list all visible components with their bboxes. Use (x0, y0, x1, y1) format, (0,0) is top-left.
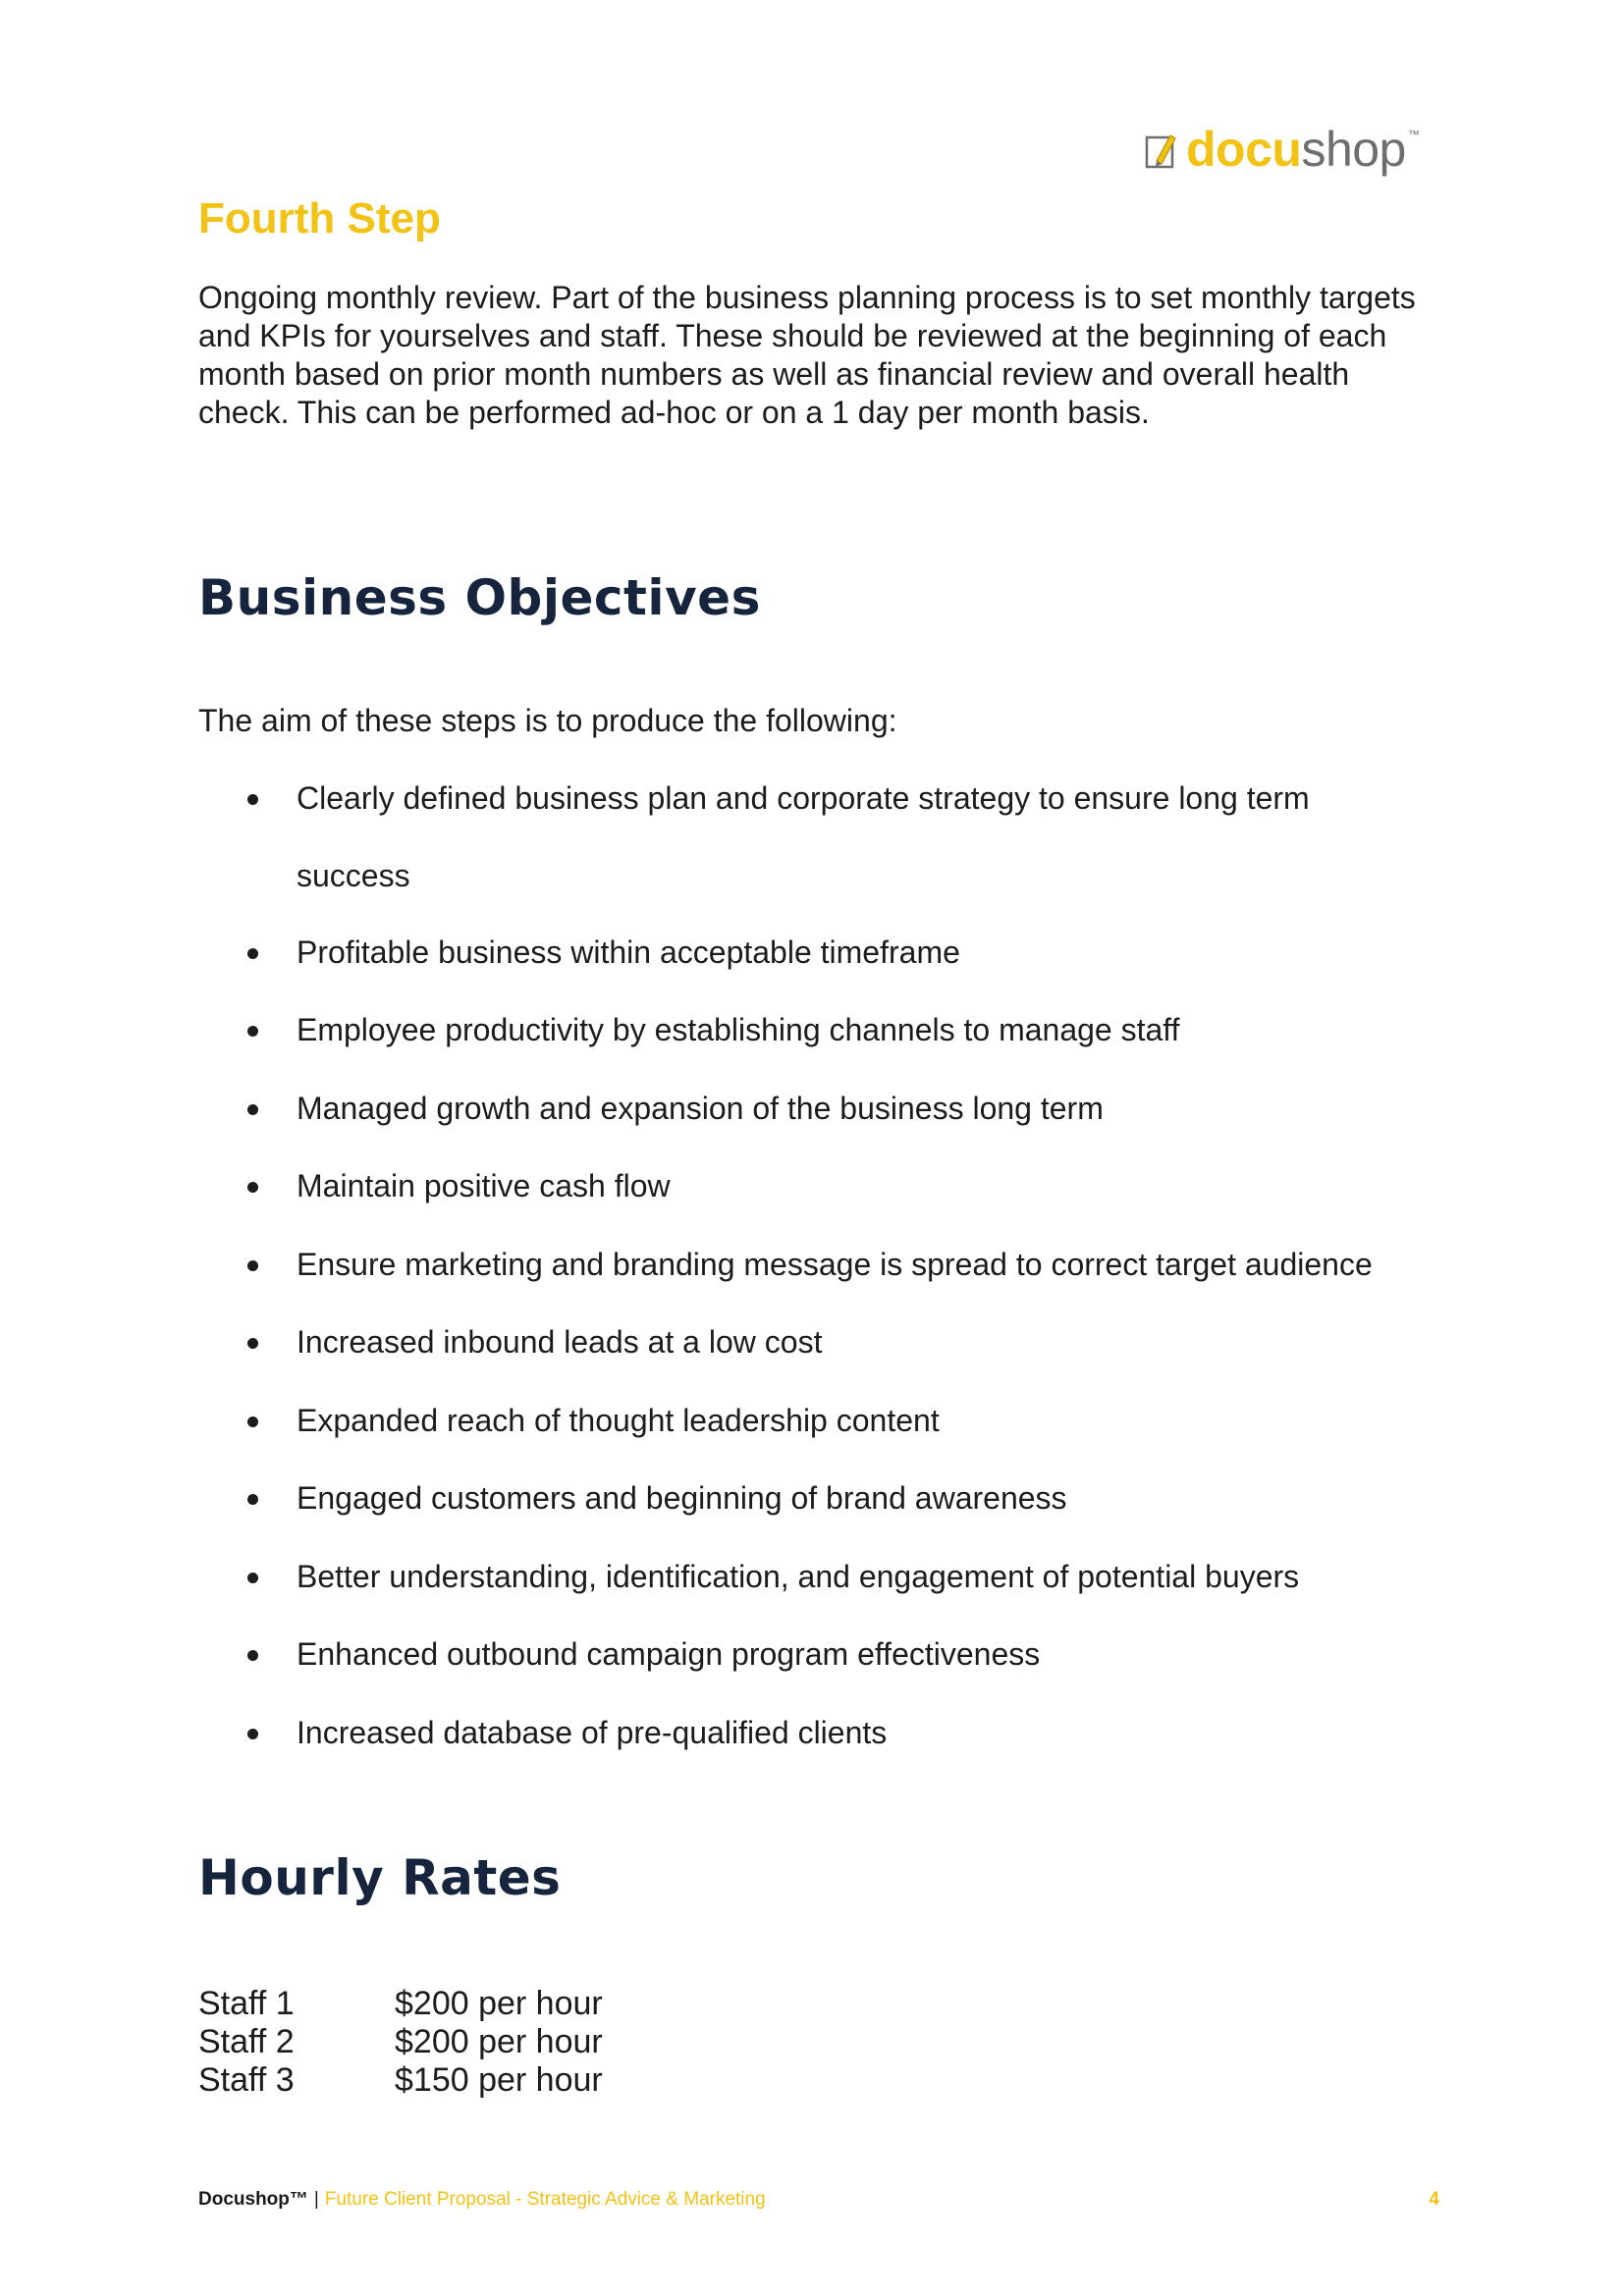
bullet-icon (247, 1729, 258, 1739)
bullet-icon (247, 1260, 258, 1271)
list-item-text: Increased inbound leads at a low cost (297, 1324, 823, 1360)
bullet-icon (247, 1104, 258, 1115)
hourly-rates-table (198, 1985, 603, 2100)
logo-bold-part: docu (1186, 122, 1302, 177)
staff-rate: $200 per hour (395, 1985, 603, 2022)
fourth-step-heading: Fourth Step (198, 194, 441, 242)
page-number: 4 (1429, 2189, 1439, 2210)
footer-separator: | (313, 2189, 319, 2210)
logo-light-part: shop (1301, 122, 1406, 177)
footer-brand: Docushop™ (198, 2189, 308, 2210)
docushop-logo (1145, 122, 1420, 177)
bullet-icon (247, 794, 258, 805)
staff-rate: $150 per hour (395, 2061, 603, 2099)
staff-name: Staff 2 (198, 2023, 295, 2060)
staff-name: Staff 1 (198, 1985, 295, 2022)
bullet-icon (247, 1573, 258, 1583)
bullet-icon (247, 948, 258, 959)
list-item-text: Maintain positive cash flow (297, 1168, 671, 1203)
objectives-intro: The aim of these steps is to produce the following: (198, 703, 897, 738)
business-objectives-heading: Business Objectives (198, 569, 761, 626)
list-item-text: Profitable business within acceptable timeframe (297, 934, 960, 970)
list-item-text: Expanded reach of thought leadership content (297, 1403, 940, 1438)
fourth-step-paragraph: Ongoing monthly review. Part of the business planning process is to set monthly targets and KPIs for yourselves and staff. These should be reviewed at the beginning of each month based on prior month numbers as well as financial review and overall health check. This can be performed ad-hoc or on a 1 day per month basis. (198, 280, 1416, 430)
logo-trademark: ™ (1407, 128, 1420, 141)
bullet-icon (247, 1494, 258, 1505)
list-item-text: Engaged customers and beginning of brand awareness (297, 1480, 1067, 1516)
bullet-icon (247, 1026, 258, 1037)
staff-rate: $200 per hour (395, 2023, 603, 2060)
list-item-text: Enhanced outbound campaign program effectiveness (297, 1636, 1041, 1672)
table-row (198, 2061, 603, 2100)
list-item-text: Better understanding, identification, and engagement of potential buyers (297, 1559, 1300, 1594)
footer-document-title: Future Client Proposal - Strategic Advice & Marketing (324, 2189, 766, 2210)
table-row (198, 2023, 603, 2061)
bullet-icon (247, 1338, 258, 1349)
bullet-icon (247, 1650, 258, 1661)
list-item-text: success (297, 858, 410, 893)
list-item-text: Managed growth and expansion of the business long term (297, 1091, 1104, 1126)
list-item-text: Ensure marketing and branding message is spread to correct target audience (297, 1247, 1373, 1282)
logo-wordmark (1186, 122, 1406, 177)
bullet-icon (247, 1416, 258, 1427)
document-pencil-icon (1145, 132, 1178, 171)
table-row (198, 1985, 603, 2023)
bullet-icon (247, 1182, 258, 1193)
page-footer (198, 2189, 1439, 2211)
staff-name: Staff 3 (198, 2061, 295, 2099)
list-item-text: Employee productivity by establishing channels to manage staff (297, 1012, 1180, 1047)
list-item-text: Increased database of pre-qualified clients (297, 1715, 888, 1750)
list-item-text: Clearly defined business plan and corporate strategy to ensure long term (297, 780, 1310, 816)
hourly-rates-heading: Hourly Rates (198, 1849, 562, 1906)
